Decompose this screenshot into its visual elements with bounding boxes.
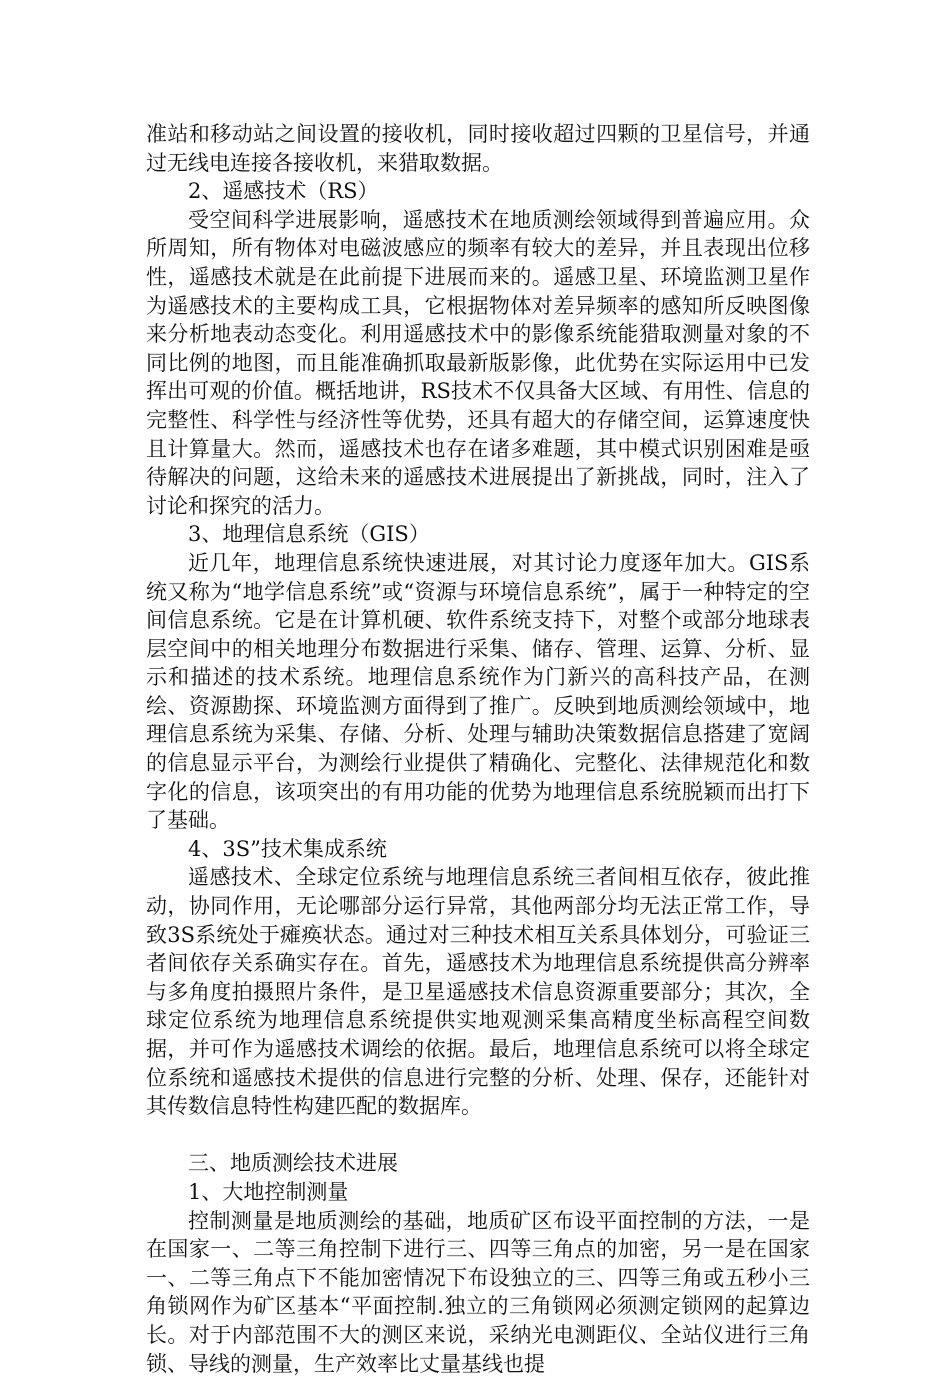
heading-gis: 3、地理信息系统（GIS） — [188, 522, 430, 547]
heading-3s-system: 4、3S”技术集成系统 — [188, 836, 387, 861]
paragraph-3s-system: 遥感技术、全球定位系统与地理信息系统三者间相互依存，彼此推动，协同作用，无论哪部分运行异常，其他两部分均无法正常工作，导致3S系统处于瘫痪状态。通过对三种技术相互关系具体划分，可验证三者间依存关系确实存在。首先，遥感技术为地理信息系统提供高分辨率与多角度拍摄照片条件，是卫星遥感技术信息资源重要部分；其次，全球定位系统为地理信息系统提供实地观测采集高精度坐标高程空间数据，并可作为遥感技术调绘的依据。最后，地理信息系统可以将全球定位系统和遥感技术提供的信息进行完整的分析、处理、保存，还能针对其传数信息特性构建匹配的数据库。 — [146, 865, 810, 1119]
document-page — [146, 120, 810, 1378]
heading-section-three: 三、地质测绘技术进展 — [188, 1151, 398, 1176]
paragraph-geodetic-control: 控制测量是地质测绘的基础，地质矿区布设平面控制的方法，一是在国家一、二等三角控制下进行三、四等三角点的加密，另一是在国家一、二等三角点下不能加密情况下布设独立的三、四等三角或五秒小三角锁网作为矿区基本“平面控制.独立的三角锁网必须测定锁网的起算边长。对于内部范围不大的测区来说，采纳光电测距仪、全站仪进行三角锁、导线的测量，生产效率比丈量基线也提 — [146, 1208, 810, 1376]
heading-geodetic-control: 1、大地控制测量 — [188, 1179, 349, 1204]
paragraph-gps-continuation: 准站和移动站之间设置的接收机，同时接收超过四颗的卫星信号，并通过无线电连接各接收机，来猎取数据。 — [146, 122, 810, 175]
heading-remote-sensing: 2、遥感技术（RS） — [188, 179, 379, 204]
paragraph-gis: 近几年，地理信息系统快速进展，对其讨论力度逐年加大。GIS系统又称为“地学信息系统”或“资源与环境信息系统”，属于一种特定的空间信息系统。它是在计算机硬、软件系统支持下，对整个或部分地球表层空间中的相关地理分布数据进行采集、储存、管理、运算、分析、显示和描述的技术系统。地理信息系统作为门新兴的高科技产品，在测绘、资源勘探、环境监测方面得到了推广。反映到地质测绘领域中，地理信息系统为采集、存储、分析、处理与辅助决策数据信息搭建了宽阔的信息显示平台，为测绘行业提供了精确化、完整化、法律规范化和数字化的信息，该项突出的有用功能的优势为地理信息系统脱颖而出打下了基础。 — [146, 550, 810, 833]
paragraph-remote-sensing: 受空间科学进展影响，遥感技术在地质测绘领域得到普遍应用。众所周知，所有物体对电磁波感应的频率有较大的差异，并且表现出位移性，遥感技术就是在此前提下进展而来的。遥感卫星、环境监测卫星作为遥感技术的主要构成工具，它根据物体对差异频率的感知所反映图像来分析地表动态变化。利用遥感技术中的影像系统能猎取测量对象的不同比例的地图，而且能准确抓取最新版影像，此优势在实际运用中已发挥出可观的价值。概括地讲，RS技术不仅具备大区域、有用性、信息的完整性、科学性与经济性等优势，还具有超大的存储空间，运算速度快且计算量大。然而，遥感技术也存在诸多难题，其中模式识别困难是亟待解决的问题，这给未来的遥感技术进展提出了新挑战，同时，注入了讨论和探究的活力。 — [146, 207, 810, 518]
